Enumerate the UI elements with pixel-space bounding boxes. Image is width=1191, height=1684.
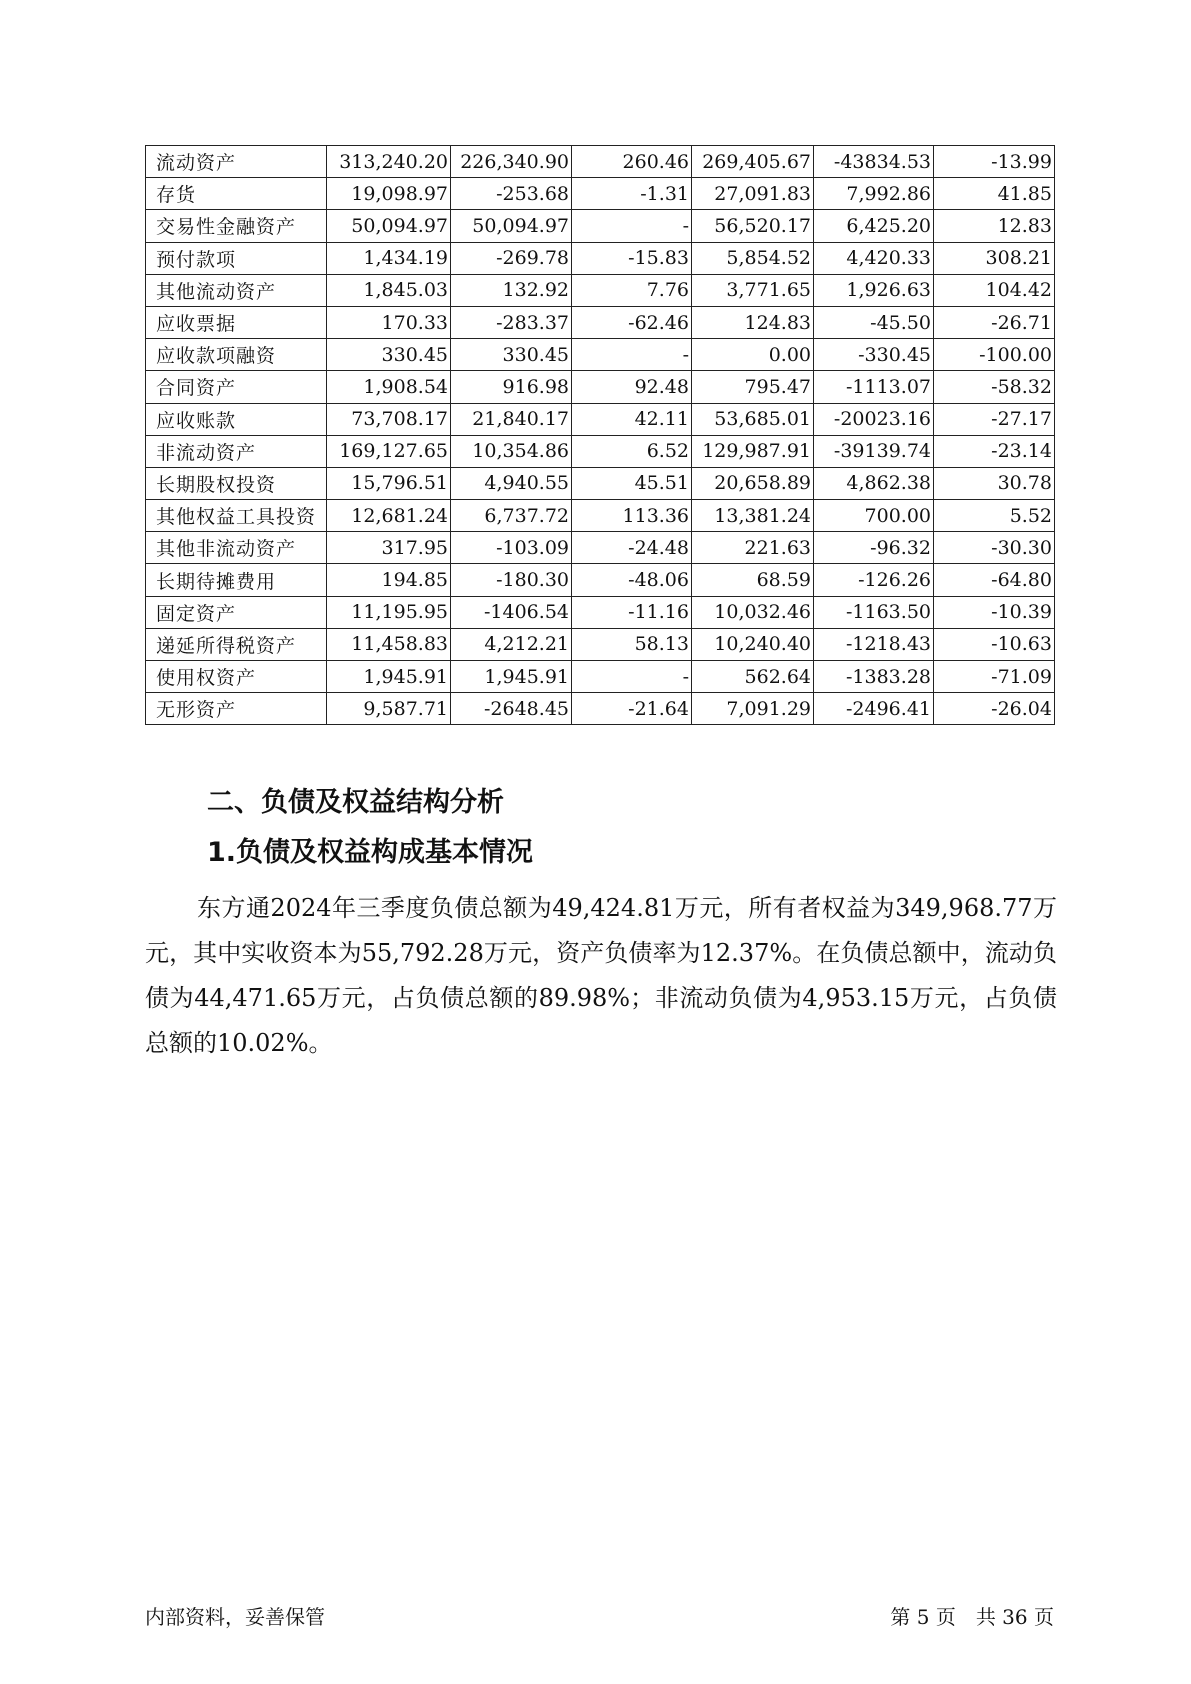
- table-cell: -64.80: [934, 564, 1055, 596]
- table-cell: 15,796.51: [327, 467, 451, 499]
- table-cell: 1,945.91: [327, 661, 451, 693]
- table-cell: 1,926.63: [814, 274, 934, 306]
- table-cell: -2648.45: [451, 693, 572, 725]
- table-cell: -43834.53: [814, 146, 934, 178]
- table-cell: 19,098.97: [327, 178, 451, 210]
- table-cell: 700.00: [814, 500, 934, 532]
- table-cell: -330.45: [814, 339, 934, 371]
- table-cell: 30.78: [934, 467, 1055, 499]
- table-row: [146, 242, 1055, 274]
- table-cell: -71.09: [934, 661, 1055, 693]
- table-cell: 1,945.91: [451, 661, 572, 693]
- table-cell: 1,434.19: [327, 242, 451, 274]
- table-row: [146, 274, 1055, 306]
- table-cell: 5,854.52: [692, 242, 814, 274]
- table-cell: 50,094.97: [451, 210, 572, 242]
- table-cell: 58.13: [572, 628, 692, 660]
- table-cell: 317.95: [327, 532, 451, 564]
- table-cell: -: [572, 661, 692, 693]
- table-cell: -13.99: [934, 146, 1055, 178]
- table-cell: 104.42: [934, 274, 1055, 306]
- table-row: [146, 564, 1055, 596]
- table-cell: -15.83: [572, 242, 692, 274]
- table-row: [146, 435, 1055, 467]
- table-cell: -126.26: [814, 564, 934, 596]
- table-row: [146, 210, 1055, 242]
- table-cell: -21.64: [572, 693, 692, 725]
- row-label: 应收票据: [146, 306, 327, 338]
- table-cell: -23.14: [934, 435, 1055, 467]
- table-cell: -2496.41: [814, 693, 934, 725]
- table-cell: 41.85: [934, 178, 1055, 210]
- row-label: 递延所得税资产: [146, 628, 327, 660]
- subsection-heading: 1.负债及权益构成基本情况: [207, 837, 534, 868]
- table-cell: 21,840.17: [451, 403, 572, 435]
- row-label: 非流动资产: [146, 435, 327, 467]
- table-cell: -20023.16: [814, 403, 934, 435]
- table-row: [146, 628, 1055, 660]
- table-cell: -58.32: [934, 371, 1055, 403]
- table-row: [146, 467, 1055, 499]
- table-cell: -283.37: [451, 306, 572, 338]
- table-cell: 9,587.71: [327, 693, 451, 725]
- table-cell: 221.63: [692, 532, 814, 564]
- table-cell: 11,195.95: [327, 596, 451, 628]
- table-cell: 92.48: [572, 371, 692, 403]
- asset-table-body: [146, 146, 1055, 725]
- row-label: 应收款项融资: [146, 339, 327, 371]
- table-cell: 4,420.33: [814, 242, 934, 274]
- table-cell: -39139.74: [814, 435, 934, 467]
- table-cell: -1.31: [572, 178, 692, 210]
- table-cell: 330.45: [327, 339, 451, 371]
- table-cell: 13,381.24: [692, 500, 814, 532]
- row-label: 其他非流动资产: [146, 532, 327, 564]
- asset-table: [145, 145, 1055, 725]
- table-cell: -30.30: [934, 532, 1055, 564]
- table-cell: -48.06: [572, 564, 692, 596]
- table-cell: 7,091.29: [692, 693, 814, 725]
- table-cell: 10,240.40: [692, 628, 814, 660]
- table-cell: -24.48: [572, 532, 692, 564]
- table-cell: 42.11: [572, 403, 692, 435]
- table-row: [146, 661, 1055, 693]
- table-cell: 56,520.17: [692, 210, 814, 242]
- table-cell: 4,940.55: [451, 467, 572, 499]
- row-label: 其他流动资产: [146, 274, 327, 306]
- table-row: [146, 371, 1055, 403]
- table-cell: -: [572, 339, 692, 371]
- row-label: 应收账款: [146, 403, 327, 435]
- table-cell: 6,425.20: [814, 210, 934, 242]
- table-cell: -1406.54: [451, 596, 572, 628]
- table-cell: 194.85: [327, 564, 451, 596]
- table-cell: 7.76: [572, 274, 692, 306]
- table-cell: -96.32: [814, 532, 934, 564]
- table-cell: 53,685.01: [692, 403, 814, 435]
- table-row: [146, 403, 1055, 435]
- asset-table-container: [145, 145, 1054, 725]
- table-cell: 3,771.65: [692, 274, 814, 306]
- table-cell: -11.16: [572, 596, 692, 628]
- table-cell: 260.46: [572, 146, 692, 178]
- table-cell: -26.71: [934, 306, 1055, 338]
- table-cell: -269.78: [451, 242, 572, 274]
- table-cell: 169,127.65: [327, 435, 451, 467]
- row-label: 交易性金融资产: [146, 210, 327, 242]
- table-cell: 124.83: [692, 306, 814, 338]
- table-cell: -27.17: [934, 403, 1055, 435]
- table-cell: 12.83: [934, 210, 1055, 242]
- table-cell: 226,340.90: [451, 146, 572, 178]
- table-cell: 20,658.89: [692, 467, 814, 499]
- table-cell: 132.92: [451, 274, 572, 306]
- table-cell: 313,240.20: [327, 146, 451, 178]
- table-row: [146, 532, 1055, 564]
- table-cell: 73,708.17: [327, 403, 451, 435]
- table-cell: 1,908.54: [327, 371, 451, 403]
- table-cell: 1,845.03: [327, 274, 451, 306]
- paragraph: 东方通2024年三季度负债总额为49,424.81万元，所有者权益为349,968.77万元，其中实收资本为55,792.28万元，资产负债率为12.37%。在负债总额中，流动负债为44,471.65万元，占负债总额的89.98%；非流动负债为4,953.15万元，占负债总额的10.02%。: [145, 894, 1057, 1057]
- table-cell: 68.59: [692, 564, 814, 596]
- table-row: [146, 693, 1055, 725]
- table-cell: 7,992.86: [814, 178, 934, 210]
- table-cell: 10,354.86: [451, 435, 572, 467]
- table-row: [146, 339, 1055, 371]
- table-cell: 0.00: [692, 339, 814, 371]
- table-cell: -: [572, 210, 692, 242]
- table-cell: 4,212.21: [451, 628, 572, 660]
- table-cell: 10,032.46: [692, 596, 814, 628]
- row-label: 固定资产: [146, 596, 327, 628]
- table-cell: -180.30: [451, 564, 572, 596]
- table-cell: 170.33: [327, 306, 451, 338]
- table-row: [146, 500, 1055, 532]
- table-row: [146, 146, 1055, 178]
- row-label: 合同资产: [146, 371, 327, 403]
- row-label: 其他权益工具投资: [146, 500, 327, 532]
- footer-page-number: 第 5 页 共 36 页: [890, 1605, 1054, 1629]
- footer-confidential-note: 内部资料，妥善保管: [145, 1605, 325, 1629]
- table-cell: -62.46: [572, 306, 692, 338]
- row-label: 存货: [146, 178, 327, 210]
- table-cell: -1163.50: [814, 596, 934, 628]
- table-cell: 12,681.24: [327, 500, 451, 532]
- table-cell: 6.52: [572, 435, 692, 467]
- table-cell: 6,737.72: [451, 500, 572, 532]
- table-cell: 45.51: [572, 467, 692, 499]
- table-cell: 113.36: [572, 500, 692, 532]
- table-cell: 330.45: [451, 339, 572, 371]
- table-cell: 795.47: [692, 371, 814, 403]
- table-cell: 4,862.38: [814, 467, 934, 499]
- table-cell: -10.39: [934, 596, 1055, 628]
- table-cell: 50,094.97: [327, 210, 451, 242]
- table-cell: 308.21: [934, 242, 1055, 274]
- row-label: 流动资产: [146, 146, 327, 178]
- table-cell: 5.52: [934, 500, 1055, 532]
- table-cell: 562.64: [692, 661, 814, 693]
- table-cell: -103.09: [451, 532, 572, 564]
- table-cell: 129,987.91: [692, 435, 814, 467]
- table-cell: -100.00: [934, 339, 1055, 371]
- table-cell: -10.63: [934, 628, 1055, 660]
- table-cell: -26.04: [934, 693, 1055, 725]
- table-cell: -1218.43: [814, 628, 934, 660]
- table-row: [146, 306, 1055, 338]
- table-cell: 916.98: [451, 371, 572, 403]
- row-label: 无形资产: [146, 693, 327, 725]
- table-cell: -1383.28: [814, 661, 934, 693]
- body-text: [145, 886, 1057, 1066]
- row-label: 预付款项: [146, 242, 327, 274]
- table-cell: -1113.07: [814, 371, 934, 403]
- table-cell: -253.68: [451, 178, 572, 210]
- table-row: [146, 596, 1055, 628]
- row-label: 长期股权投资: [146, 467, 327, 499]
- table-cell: 27,091.83: [692, 178, 814, 210]
- row-label: 使用权资产: [146, 661, 327, 693]
- section-heading: 二、负债及权益结构分析: [207, 787, 504, 818]
- table-row: [146, 178, 1055, 210]
- table-cell: 11,458.83: [327, 628, 451, 660]
- row-label: 长期待摊费用: [146, 564, 327, 596]
- table-cell: -45.50: [814, 306, 934, 338]
- table-cell: 269,405.67: [692, 146, 814, 178]
